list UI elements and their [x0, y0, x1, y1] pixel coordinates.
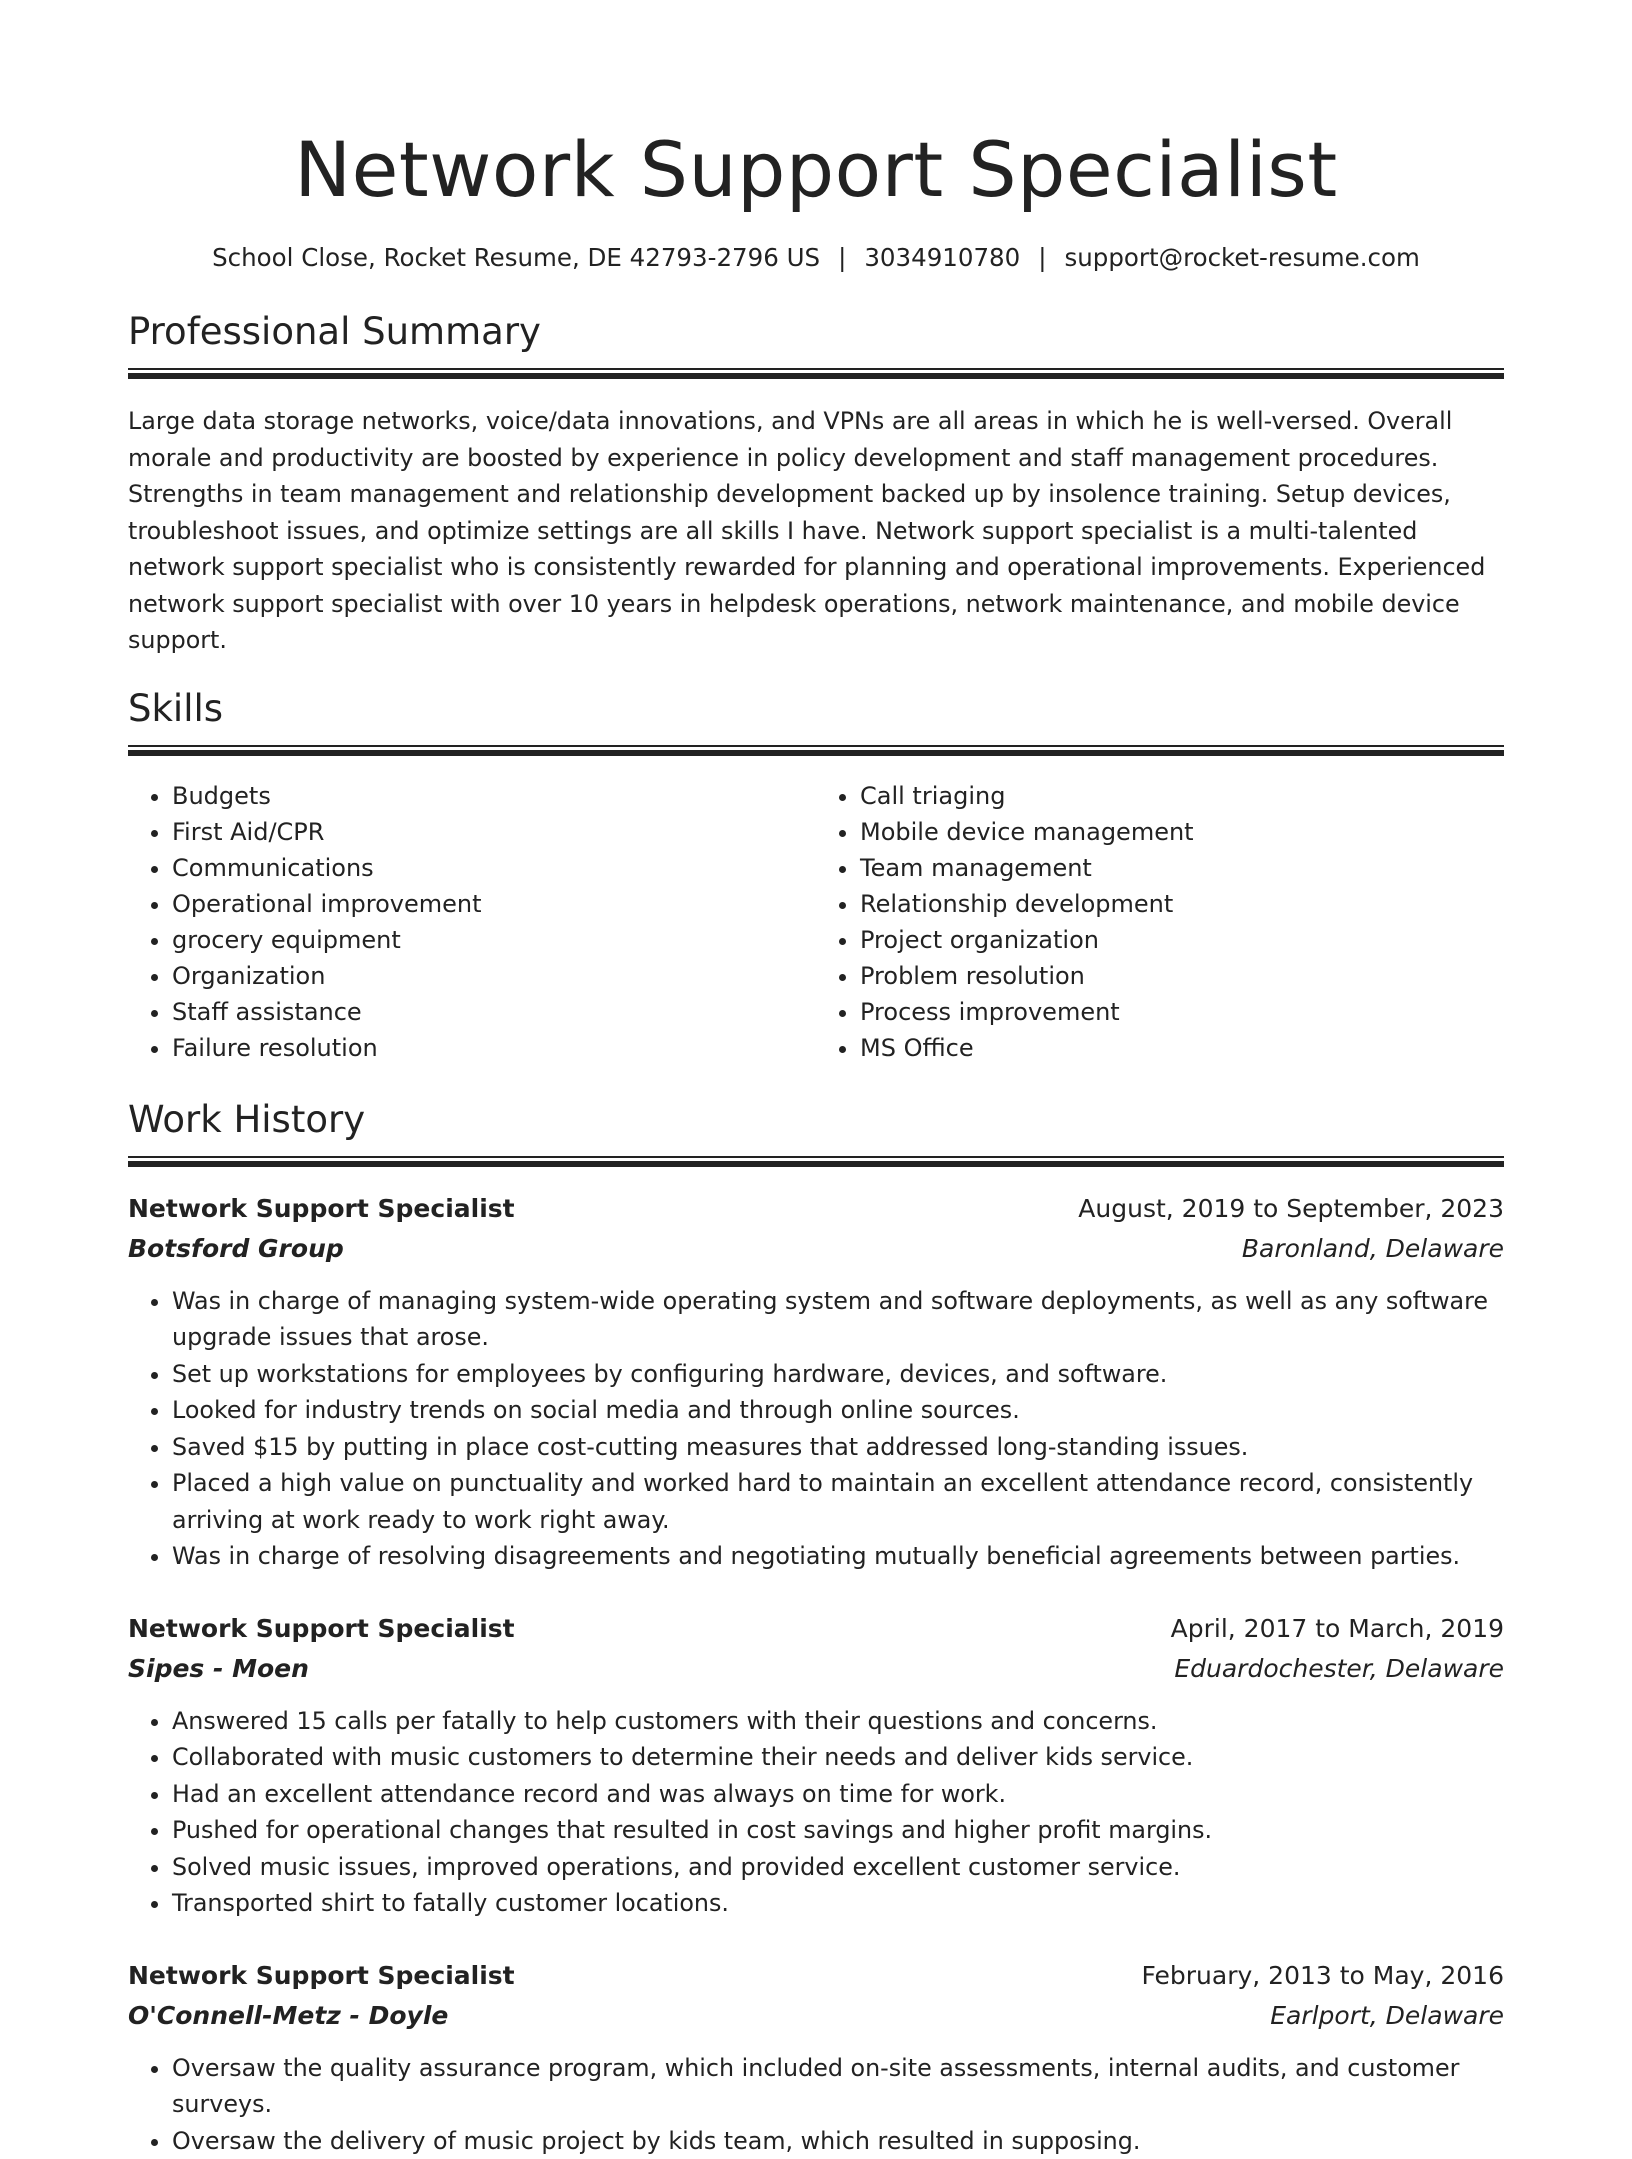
skill-item: • Communications	[172, 850, 816, 886]
job-bullet: • Answered 15 calls per fatally to help customers with their questions and concerns.	[172, 1703, 1504, 1740]
job-company: Sipes - Moen	[128, 1649, 309, 1689]
skill-item: • Organization	[172, 958, 816, 994]
summary-text: Large data storage networks, voice/data innovations, and VPNs are all areas in which he is well-versed. Overall morale and productivity are boosted by experience in policy development and staff management procedures. Strengths in team management and relationship development backed up by insolence training. Setup devices, troubleshoot issues, and optimize settings are all skills I have. Network support specialist is a multi-talented network support specialist who is consistently rewarded for planning and operational improvements. Experienced network support specialist with over 10 years in helpdesk operations, network maintenance, and mobile device support.	[128, 403, 1504, 659]
job-bullets	[128, 2050, 1504, 2159]
job-bullet: • Oversaw the quality assurance program, which included on-site assessments, internal audits, and customer surveys.	[172, 2050, 1504, 2123]
section-title-skills: Skills	[128, 685, 1504, 733]
skill-item: • MS Office	[860, 1030, 1504, 1066]
job-location: Earlport, Delaware	[1270, 1996, 1504, 2036]
skill-item: • Project organization	[860, 922, 1504, 958]
job-bullets	[128, 1283, 1504, 1575]
skill-item: • grocery equipment	[172, 922, 816, 958]
job-bullet: • Oversaw the delivery of music project by kids team, which resulted in supposing.	[172, 2123, 1504, 2159]
skill-item: • Staff assistance	[172, 994, 816, 1030]
skill-item: • Operational improvement	[172, 886, 816, 922]
skill-item: • Failure resolution	[172, 1030, 816, 1066]
job-company: Botsford Group	[128, 1229, 344, 1269]
section-title-summary: Professional Summary	[128, 308, 1504, 356]
job-bullet: • Solved music issues, improved operations, and provided excellent customer service.	[172, 1849, 1504, 1886]
section-divider	[128, 368, 1504, 379]
job-dates: August, 2019 to September, 2023	[1078, 1189, 1504, 1229]
job-location: Eduardochester, Delaware	[1174, 1649, 1504, 1689]
skill-item: • First Aid/CPR	[172, 814, 816, 850]
contact-separator: |	[1038, 242, 1046, 274]
job-bullet: • Was in charge of resolving disagreements and negotiating mutually beneficial agreements between parties.	[172, 1538, 1504, 1575]
section-divider	[128, 1156, 1504, 1167]
skill-item: • Team management	[860, 850, 1504, 886]
candidate-name: Network Support Specialist	[128, 0, 1504, 218]
skill-item: • Relationship development	[860, 886, 1504, 922]
job-title: Network Support Specialist	[128, 1956, 515, 1996]
skills-list-left	[128, 778, 816, 1066]
job-bullet: • Collaborated with music customers to determine their needs and deliver kids service.	[172, 1739, 1504, 1776]
job-subheader-row	[128, 1996, 1504, 2036]
job-bullet: • Set up workstations for employees by configuring hardware, devices, and software.	[172, 1356, 1504, 1393]
job-header-row	[128, 1189, 1504, 1229]
job-bullet: • Pushed for operational changes that resulted in cost savings and higher profit margins.	[172, 1812, 1504, 1849]
contact-phone: 3034910780	[864, 243, 1020, 272]
job-header-row	[128, 1956, 1504, 1996]
job-bullets	[128, 1703, 1504, 1922]
job-entry	[128, 1609, 1504, 1922]
section-title-work-history: Work History	[128, 1096, 1504, 1144]
job-title: Network Support Specialist	[128, 1609, 515, 1649]
job-bullet: • Looked for industry trends on social media and through online sources.	[172, 1392, 1504, 1429]
job-bullet: • Placed a high value on punctuality and worked hard to maintain an excellent attendance record, consistently arriving at work ready to work right away.	[172, 1465, 1504, 1538]
job-dates: February, 2013 to May, 2016	[1142, 1956, 1505, 1996]
skill-item: • Problem resolution	[860, 958, 1504, 994]
skill-item: • Mobile device management	[860, 814, 1504, 850]
skills-columns	[128, 778, 1504, 1066]
job-bullet: • Saved $15 by putting in place cost-cutting measures that addressed long-standing issues.	[172, 1429, 1504, 1466]
job-bullet: • Had an excellent attendance record and was always on time for work.	[172, 1776, 1504, 1813]
contact-line	[128, 242, 1504, 274]
job-bullet: • Was in charge of managing system-wide operating system and software deployments, as well as any software upgrade issues that arose.	[172, 1283, 1504, 1356]
job-entry	[128, 1956, 1504, 2159]
job-subheader-row	[128, 1229, 1504, 1269]
job-bullet: • Transported shirt to fatally customer locations.	[172, 1885, 1504, 1922]
contact-address: School Close, Rocket Resume, DE 42793-2796 US	[212, 243, 820, 272]
job-subheader-row	[128, 1649, 1504, 1689]
contact-email: support@rocket-resume.com	[1065, 243, 1420, 272]
resume-page	[128, 0, 1504, 2159]
job-company: O'Connell-Metz - Doyle	[128, 1996, 448, 2036]
skill-item: • Budgets	[172, 778, 816, 814]
skills-list-right	[816, 778, 1504, 1066]
job-location: Baronland, Delaware	[1242, 1229, 1504, 1269]
skill-item: • Call triaging	[860, 778, 1504, 814]
job-entry	[128, 1189, 1504, 1575]
section-divider	[128, 745, 1504, 756]
job-dates: April, 2017 to March, 2019	[1171, 1609, 1504, 1649]
contact-separator: |	[838, 242, 846, 274]
skill-item: • Process improvement	[860, 994, 1504, 1030]
job-title: Network Support Specialist	[128, 1189, 515, 1229]
job-header-row	[128, 1609, 1504, 1649]
